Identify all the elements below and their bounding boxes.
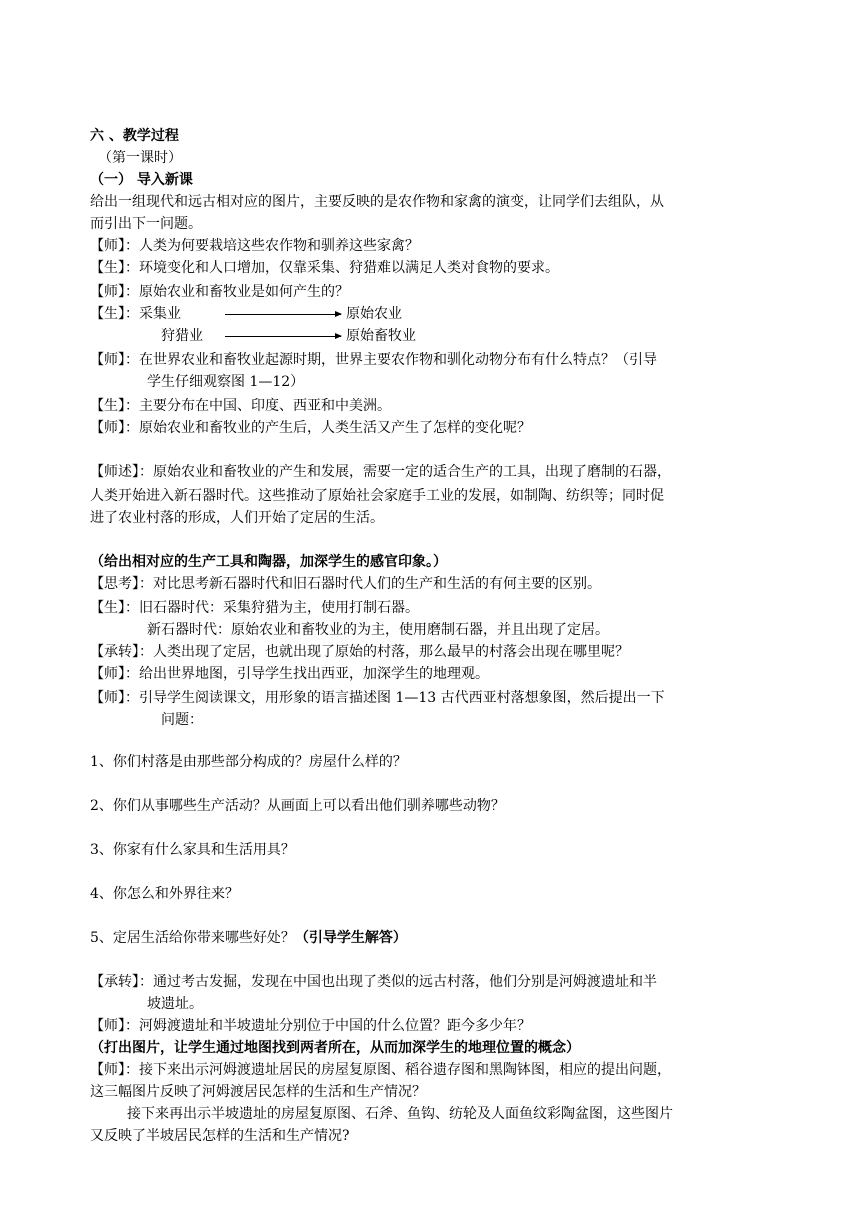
dialogue-line: 问题： <box>161 712 203 728</box>
dialogue-line: 【师】：在世界农业和畜牧业起源时期，世界主要农作物和驯化动物分布有什么特点？（引导 <box>90 352 657 368</box>
diagram-label: 狩猎业 <box>161 328 203 344</box>
paragraph-line: 【师述】：原始农业和畜牧业的产生和发展，需要一定的适合生产的工具，出现了磨制的石器， <box>90 464 671 480</box>
dialogue-line: 【承转】：人类出现了定居，也就出现了原始的村落，那么最早的村落会出现在哪里呢？ <box>90 644 629 660</box>
bold-note: （打出图片，让学生通过地图找到两者所在，从而加深学生的地理位置的概念） <box>90 1040 580 1056</box>
dialogue-line: 【思考】：对比思考新石器时代和旧石器时代人们的生产和生活的有何主要的区别。 <box>90 576 601 592</box>
paragraph-line: 进了农业村落的形成，人们开始了定居的生活。 <box>90 510 384 526</box>
bold-note: （给出相对应的生产工具和陶器，加深学生的感官印象。） <box>90 554 447 570</box>
question-item: 1、你们村落是由那些部分构成的？房屋什么样的？ <box>90 754 407 770</box>
dialogue-line: 【师】：给出世界地图，引导学生找出西亚，加深学生的地理观。 <box>90 666 489 682</box>
dialogue-line: 【生】：环境变化和人口增加，仅靠采集、狩猎难以满足人类对食物的要求。 <box>90 260 559 276</box>
paragraph-line: 而引出下一问题。 <box>90 216 202 232</box>
question-item: 4、你怎么和外界往来？ <box>90 886 239 902</box>
paragraph-line: 接下来再出示半坡遗址的房屋复原图、石斧、鱼钩、纺轮及人面鱼纹彩陶盆图，这些图片 <box>127 1106 673 1122</box>
dialogue-line: 【师】：原始农业和畜牧业的产生后，人类生活又产生了怎样的变化呢？ <box>90 420 531 436</box>
bold-note: （引导学生解答） <box>294 930 407 946</box>
dialogue-line: 学生仔细观察图 1—12） <box>147 374 305 390</box>
question-item: 2、你们从事哪些生产活动？从画面上可以看出他们驯养哪些动物？ <box>90 798 505 814</box>
dialogue-line: 【师】：原始农业和畜牧业是如何产生的？ <box>90 284 349 300</box>
question-item <box>90 928 407 948</box>
question-text: 5、定居生活给你带来哪些好处？ <box>90 930 295 946</box>
arrow-right-icon <box>225 314 341 315</box>
section-heading: 六 、教学过程 <box>90 128 179 144</box>
paragraph-line: 这三幅图片反映了河姆渡居民怎样的生活和生产情况？ <box>90 1084 426 1100</box>
dialogue-line: 【师】：接下来出示河姆渡遗址居民的房屋复原图、稻谷遗存图和黑陶钵图，相应的提出问题， <box>90 1062 671 1078</box>
dialogue-line: 【生】：采集业 <box>90 306 181 322</box>
dialogue-line: 【师】：人类为何要栽培这些农作物和驯养这些家禽？ <box>90 238 419 254</box>
dialogue-line: 【师】：河姆渡遗址和半坡遗址分别位于中国的什么位置？距今多少年？ <box>90 1018 531 1034</box>
dialogue-line: 坡遗址。 <box>147 996 203 1012</box>
paragraph-line: 人类开始进入新石器时代。这些推动了原始社会家庭手工业的发展，如制陶、纺织等；同时促 <box>90 488 664 504</box>
diagram-label: 原始畜牧业 <box>346 328 416 344</box>
dialogue-line: 【生】：主要分布在中国、印度、西亚和中美洲。 <box>90 398 391 414</box>
dialogue-line: 【承转】：通过考古发掘，发现在中国也出现了类似的远古村落，他们分别是河姆渡遗址和半 <box>90 974 657 990</box>
paragraph-line: 给出一组现代和远古相对应的图片，主要反映的是农作物和家禽的演变，让同学们去组队，从 <box>90 194 664 210</box>
arrow-right-icon <box>225 336 341 337</box>
paragraph-line: 又反映了半坡居民怎样的生活和生产情况? <box>90 1128 350 1144</box>
dialogue-line: 【生】：旧石器时代：采集狩猎为主，使用打制石器。 <box>90 600 419 616</box>
dialogue-line: 【师】：引导学生阅读课文，用形象的语言描述图 1—13 古代西亚村落想象图，然后提出一下 <box>90 690 665 706</box>
lesson-period: （第一课时） <box>98 150 182 166</box>
question-item: 3、你家有什么家具和生活用具？ <box>90 842 295 858</box>
subsection-heading: （一） 导入新课 <box>90 172 193 188</box>
dialogue-line: 新石器时代：原始农业和畜牧业的为主，使用磨制石器，并且出现了定居。 <box>147 622 609 638</box>
diagram-label: 原始农业 <box>346 306 402 322</box>
